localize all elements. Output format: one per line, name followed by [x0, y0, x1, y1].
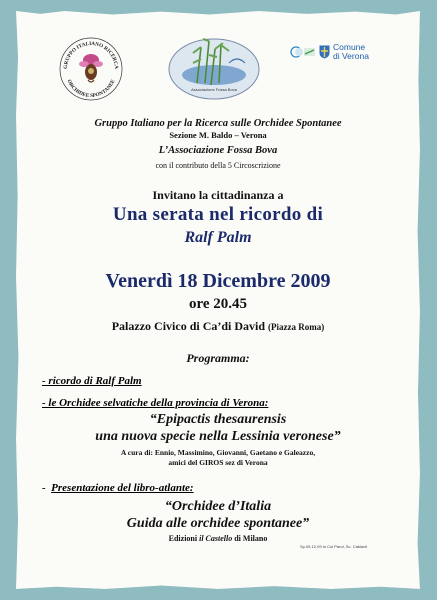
program-item-book: [42, 482, 194, 494]
seal-bottom-text: ORCHIDEE SPONTANEE: [65, 78, 117, 100]
comune-di-verona-logo: [319, 40, 369, 64]
contribution-note: con il contributo della 5 Circoscrizione: [155, 161, 281, 170]
talk-authors-line2: amici del GIROS sez di Verona: [168, 458, 268, 467]
publisher-prefix: Edizioni: [168, 534, 200, 543]
program-item-memory: - ricordo di Ralf Palm: [42, 375, 142, 387]
talk-title-line1: “Epipactis thesaurensis: [149, 412, 287, 427]
book-title-line2: Guida alle orchidee spontanee”: [126, 516, 310, 531]
invite-intro: Invitano la cittadinanza a: [152, 188, 284, 202]
print-note: Sp.05.12.09 to Col Parol, Sc. Cablavit: [300, 544, 368, 549]
talk-title-line2: una nuova specie nella Lessinia veronese”: [95, 429, 341, 444]
comune-label: Comune: [333, 42, 366, 52]
talk-authors-line1: A cura di: Ennio, Massimino, Giovanni, Gaetano e Galeazzo,: [120, 448, 316, 457]
book-publisher: [16, 534, 420, 543]
book-title-line1: “Orchidee d’Italia: [164, 499, 272, 514]
circoscrizione-icon: [290, 45, 316, 59]
book-item-dash: -: [42, 482, 46, 494]
venue-note: (Piazza Roma): [268, 322, 325, 332]
publisher-name: il Castello: [199, 534, 233, 543]
assoc-logo-title: Associazione Fossa Bova: [191, 87, 237, 92]
book-item-label: Presentazione del libro-atlante:: [51, 482, 194, 494]
invite-title: Una serata nel ricordo di: [112, 204, 324, 225]
group-name: Gruppo Italiano per la Ricerca sulle Orchidee Spontanee: [94, 118, 342, 129]
fossa-bova-association-logo: [167, 33, 262, 101]
event-venue: [16, 319, 420, 334]
verona-shield-icon: [319, 45, 330, 59]
event-time: ore 20.45: [188, 296, 248, 312]
association-name: L’Associazione Fossa Bova: [158, 145, 278, 156]
giros-seal-logo: [58, 36, 124, 102]
seal-top-text: GRUPPO ITALIANO RICERCA: [62, 40, 120, 70]
di-verona-label: di Verona: [333, 51, 369, 61]
event-date: Venerdì 18 Dicembre 2009: [105, 270, 331, 292]
venue-name: Palazzo Civico di Ca’di David: [111, 319, 266, 333]
program-heading: Programma:: [186, 351, 250, 365]
program-item-orchids: - le Orchidee selvatiche della provincia di Verona:: [42, 397, 269, 409]
honoree-name: Ralf Palm: [184, 229, 252, 246]
publisher-suffix: di Milano: [232, 534, 268, 543]
section-name: Sezione M. Baldo – Verona: [169, 130, 267, 140]
